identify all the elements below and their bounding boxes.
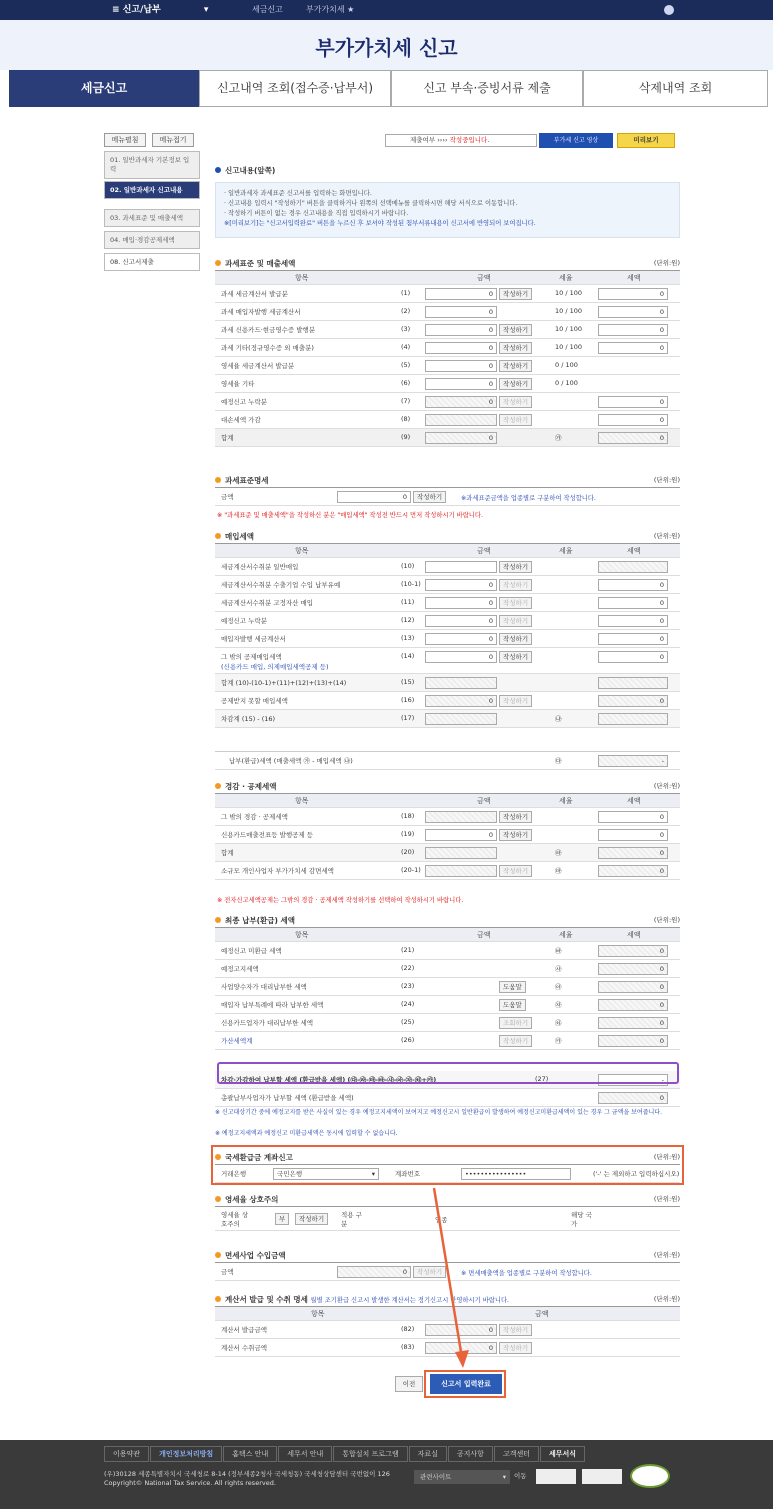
- write-button[interactable]: 작성하기: [499, 695, 532, 707]
- unit-label: (단위:원): [653, 476, 680, 484]
- footer-address: (우)30128 세종특별자치시 국세청로 8-14 (정부세종2청사 국세청동) 국세청상담센터 국번없이 126: [104, 1470, 390, 1478]
- amount-field[interactable]: 0: [425, 615, 497, 627]
- bank-value: 국민은행: [277, 1170, 303, 1178]
- move-button[interactable]: 이동: [514, 1472, 527, 1480]
- tax-field[interactable]: 0: [598, 324, 668, 336]
- bank-label: 거래은행: [221, 1170, 247, 1178]
- tax-field[interactable]: 0: [598, 579, 668, 591]
- tax-rate: 10 / 100: [555, 325, 582, 333]
- section-title-text: 영세율 상호주의: [225, 1195, 279, 1204]
- row-number: (15): [401, 678, 415, 686]
- submit-complete-button[interactable]: 신고서 입력완료: [430, 1374, 502, 1394]
- row-label: 세금계산서수취분 수출기업 수입 납부유예: [221, 581, 341, 589]
- header-amount: 금액: [477, 931, 491, 939]
- apply-label: 적용 구분: [341, 1211, 362, 1228]
- header-tax: 세액: [627, 547, 641, 555]
- nav-basic-info[interactable]: 01. 일반과세자 기본정보 입력: [104, 151, 200, 179]
- header-item: 항목: [295, 547, 309, 555]
- header-item: 항목: [295, 274, 309, 282]
- write-button[interactable]: 작성하기: [413, 1266, 446, 1278]
- menu-button[interactable]: ≡ 신고/납부 ▾: [112, 5, 209, 15]
- row-label: 대손세액 가감: [221, 416, 261, 424]
- prev-button[interactable]: 이전: [395, 1376, 423, 1392]
- invoice-issued-field[interactable]: 0: [425, 1324, 497, 1336]
- write-button[interactable]: 작성하기: [499, 811, 532, 823]
- row-number: (18): [401, 812, 415, 820]
- amount-field[interactable]: 0: [425, 432, 497, 444]
- section-title-text: 계산서 발급 및 수취 명세: [225, 1295, 308, 1304]
- row-label: 합계 (10)-(10-1)+(11)+(12)+(13)+(14): [221, 679, 347, 687]
- account-label: 계좌번호: [395, 1170, 421, 1178]
- tax-field[interactable]: 0: [598, 999, 668, 1011]
- amount-field[interactable]: 0: [425, 396, 497, 408]
- row-number: (24): [401, 1000, 415, 1008]
- footer-link-support[interactable]: 고객센터: [494, 1446, 539, 1462]
- invoice-note: 월별 조기환급 신고시 발생한 계산서는 정기신고시 반영하시기 바랍니다.: [310, 1297, 510, 1304]
- tax-rate: ㉮: [555, 434, 562, 442]
- row-number: (16): [401, 696, 415, 704]
- row-label: 금액: [221, 493, 234, 501]
- account-note: ('-' 는 제외하고 입력하십시오): [593, 1170, 680, 1178]
- tab-deleted-history[interactable]: 삭제내역 조회: [583, 70, 768, 107]
- row-label: 가산세액계: [221, 1037, 253, 1045]
- video-guide-button[interactable]: 부가세 신고 영상: [539, 133, 613, 148]
- section-title-text: 국세환급금 계좌신고: [225, 1153, 293, 1162]
- write-button[interactable]: 작성하기: [499, 615, 532, 627]
- write-button[interactable]: 작성하기: [499, 1035, 532, 1047]
- section-title-text: 최종 납부(환급) 세액: [225, 916, 296, 925]
- intro-line: · 신고내용 입력시 "작성하기" 버튼을 클릭하거나 왼쪽의 선택메뉴를 클릭하시면 해당 서식으로 이동합니다.: [224, 200, 518, 207]
- tax-field[interactable]: 0: [598, 651, 668, 663]
- write-button[interactable]: 작성하기: [499, 414, 532, 426]
- row-number: (10-1): [401, 580, 421, 588]
- row-label: 신용카드매출전표등 발행공제 등: [221, 831, 314, 839]
- header-amount: 금액: [477, 274, 491, 282]
- tax-field[interactable]: 0: [598, 288, 668, 300]
- row-number: (13): [401, 634, 415, 642]
- row-number: (1): [401, 289, 411, 297]
- unit-label: (단위:원): [653, 1251, 680, 1259]
- row-label: 매입자발행 세금계산서: [221, 635, 286, 643]
- header-rate: 세율: [559, 274, 573, 282]
- lookup-button[interactable]: 조회하기: [499, 1017, 532, 1029]
- tax-rate: ㉲: [555, 867, 562, 875]
- help-button[interactable]: 도움말: [499, 981, 526, 993]
- row-number: (9): [401, 433, 411, 441]
- footer-copyright: [104, 1470, 390, 1488]
- tax-rate: 0 / 100: [555, 379, 578, 387]
- row-label: 소규모 개인사업자 부가가치세 감면세액: [221, 867, 334, 875]
- intro-title-text: 신고내용(앞쪽): [225, 166, 276, 175]
- unit-label: (단위:원): [653, 1153, 680, 1161]
- payable-label: 납부(환급)세액 (매출세액 ㉮ - 매입세액 ㉯): [229, 757, 353, 765]
- intro-line: · 작성하기 버튼이 없는 경우 신고내용을 직접 입력하시기 바랍니다.: [224, 210, 409, 217]
- section-title-text: 과세표준명세: [225, 476, 269, 485]
- help-button[interactable]: 도움말: [499, 999, 526, 1011]
- write-button[interactable]: 작성하기: [499, 1324, 532, 1336]
- reciprocity-flag: 부: [275, 1213, 289, 1225]
- tax-field[interactable]: 0: [598, 615, 668, 627]
- ip-mark-icon: [536, 1469, 576, 1484]
- row-label: 매입자 납부특례에 따라 납부한 세액: [221, 1001, 324, 1009]
- header-amount: 금액: [535, 1310, 549, 1318]
- amount-field[interactable]: 0: [425, 360, 497, 372]
- tax-field[interactable]: 0: [598, 829, 668, 841]
- tax-field[interactable]: 0: [598, 981, 668, 993]
- accessibility-mark-icon: [582, 1469, 622, 1484]
- nav-sales-tax[interactable]: 03. 과세표준 및 매출세액: [104, 209, 200, 227]
- write-button[interactable]: 작성하기: [499, 597, 532, 609]
- tax-mark: ㉵: [555, 983, 562, 991]
- write-button[interactable]: 작성하기: [499, 829, 532, 841]
- tax-field[interactable]: 0: [598, 306, 668, 318]
- footer-link-hometax[interactable]: 홈택스 안내: [223, 1446, 277, 1462]
- row-number: (22): [401, 964, 415, 972]
- header-tax: 세액: [627, 931, 641, 939]
- nav-submit[interactable]: 08. 신고서제출: [104, 253, 200, 271]
- footer-links: [104, 1446, 586, 1460]
- tax-field[interactable]: 0: [598, 695, 668, 707]
- taxbase-note: ※과세표준금액을 업종별로 구분하여 작성합니다.: [461, 495, 596, 502]
- footer-copy: Copyright© National Tax Service. All rights reserved.: [104, 1479, 276, 1487]
- payable-mark: ㉰: [555, 757, 562, 765]
- write-button[interactable]: 작성하기: [499, 633, 532, 645]
- row-label: 그 밖의 공제매입세액: [221, 653, 282, 661]
- header-item: 항목: [295, 931, 309, 939]
- unit-label: (단위:원): [653, 916, 680, 924]
- row-label: 세금계산서수취분 고정자산 매입: [221, 599, 314, 607]
- tax-rate: 10 / 100: [555, 307, 582, 315]
- tax-field[interactable]: 0: [598, 396, 668, 408]
- menu-label: 신고/납부: [122, 5, 161, 15]
- row-label: 예정신고 미환급 세액: [221, 947, 282, 955]
- row-label: 계산서 수취금액: [221, 1344, 268, 1352]
- footer-link-notice[interactable]: 공지사항: [448, 1446, 493, 1462]
- tax-field[interactable]: 0: [598, 811, 668, 823]
- header-item: 항목: [311, 1310, 325, 1318]
- tax-mark: ㉳: [555, 947, 562, 955]
- final-total-no: (27): [535, 1075, 549, 1083]
- taxbase-warning: ※ "과세표준 및 매출세액"을 작성하신 분은 "매입세액" 작성전 반드시 먼저 작성하시기 바랍니다.: [217, 512, 483, 519]
- tax-field[interactable]: 0: [598, 963, 668, 975]
- tax-field[interactable]: 0: [598, 945, 668, 957]
- write-button[interactable]: 작성하기: [499, 324, 532, 336]
- row-label: 금액: [221, 1268, 234, 1276]
- tax-field[interactable]: 0: [598, 414, 668, 426]
- row-number: (3): [401, 325, 411, 333]
- write-button[interactable]: 작성하기: [499, 579, 532, 591]
- row-number: (11): [401, 598, 415, 606]
- row-label: 공제받지 못할 매입세액: [221, 697, 288, 705]
- amount-field[interactable]: 0: [425, 342, 497, 354]
- row-label: 과세 신용카드·현금영수증 발행분: [221, 326, 316, 334]
- status-label: 제출여부: [410, 136, 436, 144]
- section-title-text: 면세사업 수입금액: [225, 1251, 286, 1260]
- final-note-2: ※ 예정고지세액과 예정신고 미환급세액은 동시에 입력할 수 없습니다.: [215, 1130, 398, 1137]
- row-number: (10): [401, 562, 415, 570]
- preview-button[interactable]: 미리보기: [617, 133, 675, 148]
- write-button[interactable]: 작성하기: [499, 1342, 532, 1354]
- amount-field[interactable]: 0: [425, 829, 497, 841]
- unit-label: (단위:원): [653, 1195, 680, 1203]
- unit-label: (단위:원): [653, 1295, 680, 1303]
- menu-collapse-button[interactable]: 메뉴접기: [152, 133, 194, 147]
- account-number-field[interactable]: ••••••••••••••••: [461, 1168, 571, 1180]
- related-sites-select[interactable]: [414, 1470, 510, 1484]
- unit-label: (단위:원): [653, 259, 680, 267]
- tax-field[interactable]: 0: [598, 432, 668, 444]
- taxbase-amount-field[interactable]: 0: [337, 491, 411, 503]
- row-label: 합계: [221, 434, 234, 442]
- footer-link-office[interactable]: 세무서 안내: [278, 1446, 332, 1462]
- row-label: 세금계산서수취분 일반매입: [221, 563, 299, 571]
- invoice-received-field[interactable]: 0: [425, 1342, 497, 1354]
- intro-line: ※[미리보기]는 "신고서입력완료" 버튼을 누르신 후 보셔야 작성된 첨부서류내용이 신고서에 반영되어 보여집니다.: [224, 220, 536, 227]
- page-title: 부가가치세 신고: [315, 36, 458, 60]
- write-button[interactable]: 작성하기: [499, 360, 532, 372]
- row-number: (20-1): [401, 866, 421, 874]
- menu-expand-button[interactable]: 메뉴펼침: [104, 133, 146, 147]
- row-number: (12): [401, 616, 415, 624]
- write-button[interactable]: 작성하기: [499, 342, 532, 354]
- nav-purchase-tax[interactable]: 04. 매입·경감공제세액: [104, 231, 200, 249]
- tax-mark: ㉶: [555, 1001, 562, 1009]
- tax-field[interactable]: 0: [598, 865, 668, 877]
- footer-link-terms[interactable]: 이용약관: [104, 1446, 149, 1462]
- footer-link-privacy[interactable]: 개인정보처리방침: [150, 1446, 222, 1462]
- final-total-label: 차감·가감하여 납부할 세액 (환급받을 세액) (㉰-㉱-㉲-㉳-㉴-㉵-㉶-㉷+㉸): [221, 1076, 437, 1084]
- amount-field[interactable]: 0: [425, 633, 497, 645]
- header-rate: 세율: [559, 931, 573, 939]
- row-label: 영세율 기타: [221, 380, 255, 388]
- row-label: 예정신고 누락분: [221, 617, 268, 625]
- row-number: (26): [401, 1036, 415, 1044]
- row-number: (8): [401, 415, 411, 423]
- country-label: 해당 국가: [571, 1211, 592, 1228]
- amount-field[interactable]: 0: [425, 306, 497, 318]
- header-tax: 세액: [627, 797, 641, 805]
- row-number: (83): [401, 1343, 415, 1351]
- amount-field[interactable]: 0: [425, 651, 497, 663]
- tax-mark: ㉴: [555, 965, 562, 973]
- amount-field[interactable]: 0: [425, 378, 497, 390]
- row-number: (20): [401, 848, 415, 856]
- tax-field[interactable]: 0: [598, 633, 668, 645]
- tax-mark: ㉸: [555, 1037, 562, 1045]
- row-number: (25): [401, 1018, 415, 1026]
- tax-field[interactable]: 0: [598, 342, 668, 354]
- amount-field[interactable]: 0: [425, 579, 497, 591]
- write-button[interactable]: 작성하기: [499, 288, 532, 300]
- section-title-text: 경감 · 공제세액: [225, 782, 277, 791]
- row-number: (5): [401, 361, 411, 369]
- write-button[interactable]: 작성하기: [499, 561, 532, 573]
- section-title-text: 매입세액: [225, 532, 254, 541]
- footer-link-install[interactable]: 통합설치 프로그램: [333, 1446, 407, 1462]
- row-label: 과세 세금계산서 발급분: [221, 290, 288, 298]
- related-sites-label: 관련사이트: [420, 1473, 452, 1481]
- row-number: (14): [401, 652, 415, 660]
- chevron-down-icon: ▾: [203, 5, 209, 15]
- tax-rate: ㉯: [555, 715, 562, 723]
- tab-attachments[interactable]: 신고 부속·증빙서류 제출: [391, 70, 583, 107]
- payable-field[interactable]: -: [598, 755, 668, 767]
- header-item: 항목: [295, 797, 309, 805]
- row-label: 차감계 (15) - (16): [221, 715, 276, 723]
- intro-line: · 일반과세자 과세표준 신고서를 입력하는 화면입니다.: [224, 190, 372, 197]
- write-button[interactable]: 작성하기: [295, 1213, 328, 1225]
- header-tax: 세액: [627, 274, 641, 282]
- business-label: 업종: [435, 1216, 448, 1224]
- footer-link-forms[interactable]: 세무서식: [540, 1446, 585, 1462]
- tax-rate: 0 / 100: [555, 361, 578, 369]
- row-label: 과세 기타(정규영수증 외 매출분): [221, 344, 314, 352]
- row-label: 합계: [221, 849, 234, 857]
- write-button[interactable]: 작성하기: [499, 651, 532, 663]
- amount-field[interactable]: 0: [425, 597, 497, 609]
- final-note-1: ※ 신고대상기간 중에 예정고지를 받은 사실이 있는 경우 예정고지세액이 보여지고 예정신고시 일반환급이 발생하여 예정신고미환급세액이 있는 경우 그 금액을 보여줍니다.: [215, 1109, 662, 1116]
- row-number: (21): [401, 946, 415, 954]
- footer: [0, 1440, 773, 1509]
- row-number: (19): [401, 830, 415, 838]
- breadcrumb-tax-report[interactable]: 세금신고: [252, 5, 283, 14]
- tax-rate: 10 / 100: [555, 289, 582, 297]
- tax-rate: ㉱: [555, 849, 562, 857]
- row-label: 과세 매입자발행 세금계산서: [221, 308, 301, 316]
- write-button[interactable]: 작성하기: [413, 491, 446, 503]
- row-number: (82): [401, 1325, 415, 1333]
- row-number: (17): [401, 714, 415, 722]
- row-number: (7): [401, 397, 411, 405]
- wa-certification-icon: [630, 1464, 670, 1488]
- tax-field[interactable]: 0: [598, 597, 668, 609]
- tab-report-history[interactable]: 신고내역 조회(접수증·납부서): [199, 70, 391, 107]
- unit-label: (단위:원): [653, 782, 680, 790]
- row-label: 신용카드업자가 대리납부한 세액: [221, 1019, 314, 1027]
- row-label: 예정신고 누락분: [221, 398, 268, 406]
- exempt-amount-field[interactable]: 0: [337, 1266, 411, 1278]
- row-label: 예정고지세액: [221, 965, 259, 973]
- breadcrumb-vat[interactable]: 부가가치세 ★: [306, 5, 355, 14]
- write-button[interactable]: 작성하기: [499, 378, 532, 390]
- tax-field[interactable]: 0: [598, 847, 668, 859]
- tab-tax-report[interactable]: 세금신고: [9, 70, 199, 107]
- tax-field[interactable]: 0: [598, 1017, 668, 1029]
- row-number: (4): [401, 343, 411, 351]
- exempt-note: ※ 면세매출액을 업종별로 구분하여 작성합니다.: [461, 1270, 592, 1277]
- row-sublabel: (신용카드 매입, 의제매입세액공제 등): [221, 663, 329, 671]
- deduction-warning: ※ 전자신고세액공제는 그밖의 경감 · 공제세액 작성하기를 선택하여 작성하시기 바랍니다.: [217, 897, 464, 904]
- amount-field[interactable]: 0: [425, 695, 497, 707]
- amount-field[interactable]: 0: [425, 324, 497, 336]
- row-number: (6): [401, 379, 411, 387]
- reciprocity-label: 영세율 상호주의: [221, 1211, 249, 1228]
- row-label: 사업양수자가 대리납부한 세액: [221, 983, 307, 991]
- row-number: (2): [401, 307, 411, 315]
- header-amount: 금액: [477, 797, 491, 805]
- chevron-down-icon: ▾: [371, 1170, 375, 1178]
- tax-field[interactable]: 0: [598, 1035, 668, 1047]
- chevron-down-icon: ▾: [502, 1473, 506, 1481]
- breadcrumb-vat-label: 부가가치세: [306, 5, 345, 14]
- final-total-field[interactable]: -: [598, 1074, 668, 1086]
- unit-label: (단위:원): [653, 532, 680, 540]
- row-number: (23): [401, 982, 415, 990]
- nav-report-content[interactable]: 02. 일반과세자 신고내용: [104, 181, 200, 199]
- section-title-text: 과세표준 및 매출세액: [225, 259, 296, 268]
- row-label: 영세율 세금계산서 발급분: [221, 362, 295, 370]
- header-rate: 세율: [559, 797, 573, 805]
- write-button[interactable]: 작성하기: [499, 396, 532, 408]
- tax-mark: ㉷: [555, 1019, 562, 1027]
- header-rate: 세율: [559, 547, 573, 555]
- amount-field[interactable]: 0: [425, 288, 497, 300]
- write-button[interactable]: 작성하기: [499, 865, 532, 877]
- bulk-label: 총괄납부사업자가 납부할 세액 (환급받을 세액): [221, 1094, 354, 1102]
- bulk-field[interactable]: 0: [598, 1092, 668, 1104]
- row-label: 그 밖의 경감 · 공제세액: [221, 813, 288, 821]
- status-box: 제출여부 ›››› 작성중입니다.: [385, 134, 537, 147]
- row-label: 계산서 발급금액: [221, 1326, 268, 1334]
- footer-link-library[interactable]: 자료실: [409, 1446, 447, 1462]
- status-value: 작성중입니다.: [449, 136, 490, 144]
- tax-rate: 10 / 100: [555, 343, 582, 351]
- header-amount: 금액: [477, 547, 491, 555]
